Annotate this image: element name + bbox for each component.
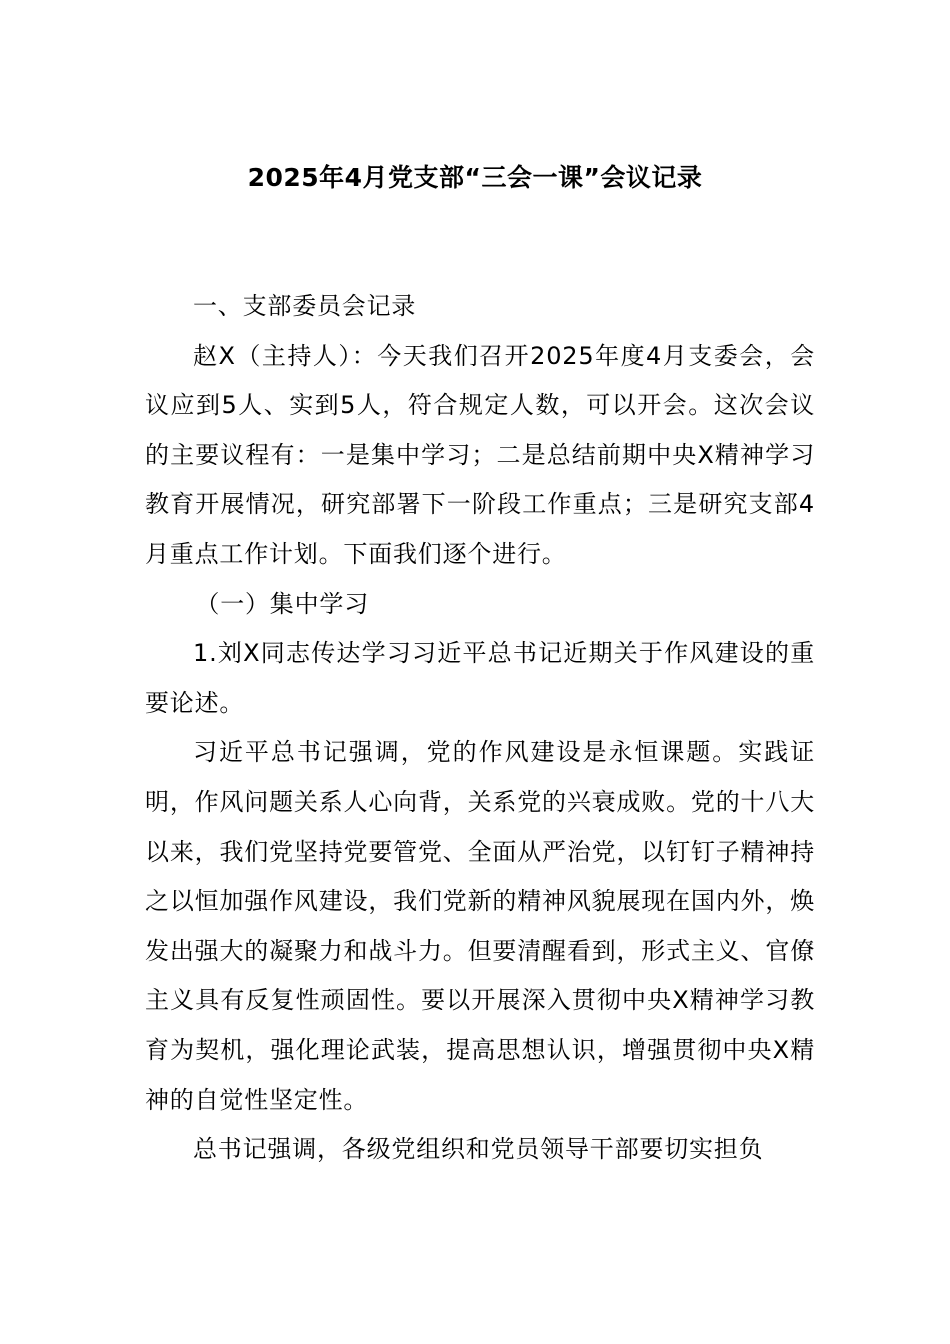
paragraph-content: 习近平总书记强调，党的作风建设是永恒课题。实践证明，作风问题关系人心向背，关系党的兴衰成败。党的十八大以来，我们党坚持党要管党、全面从严治党，以钉钉子精神持之以恒加强作风建设，我们党新的精神风貌展现在国内外，焕发出强大的凝聚力和战斗力。但要清醒看到，形式主义、官僚主义具有反复性顽固性。要以开展深入贯彻中央X精神学习教育为契机，强化理论武装，提高思想认识，增强贯彻中央X精神的自觉性坚定性。 bbox=[145, 738, 815, 1114]
document-body bbox=[145, 282, 815, 1175]
paragraph-opening: 赵X（主持人）：今天我们召开2025年度4月支委会，会议应到5人、实到5人，符合规定人数，可以开会。这次会议的主要议程有：一是集中学习；二是总结前期中央X精神学习教育开展情况，研究部署下一阶段工作重点；三是研究支部4月重点工作计划。下面我们逐个进行。 bbox=[145, 341, 815, 568]
subsection-heading: （一）集中学习 bbox=[195, 589, 369, 618]
document-title: 2025年4月党支部“三会一课”会议记录 bbox=[247, 163, 703, 192]
paragraph-item-1: 1.刘X同志传达学习习近平总书记近期关于作风建设的重要论述。 bbox=[145, 639, 815, 717]
paragraph-continued: 总书记强调，各级党组织和党员领导干部要切实担负 bbox=[193, 1135, 764, 1164]
section-heading: 一、支部委员会记录 bbox=[193, 292, 417, 320]
